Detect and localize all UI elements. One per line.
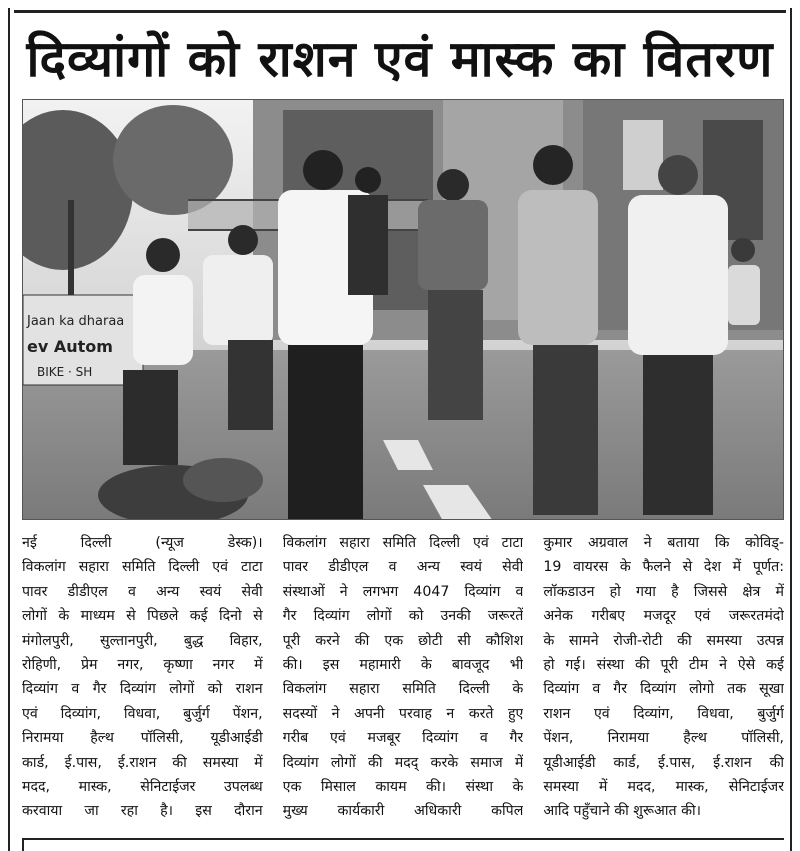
- text-line: रोहिणी, प्रेम नगर, कृष्णा नगर में: [22, 657, 263, 674]
- text-column-1: [22, 531, 263, 831]
- text-column-3: [543, 531, 784, 831]
- text-line: 19 वायरस के फैलने से देश में पूर्णत:: [543, 559, 785, 576]
- text-line: मदद, मास्क, सेनिटाईजर उपलब्ध: [22, 779, 263, 796]
- text-line: की। इस महामारी के बावजूद भी: [282, 657, 524, 674]
- text-line: विकलांग सहारा समिति दिल्ली के: [282, 681, 524, 698]
- text-column-2: [283, 531, 524, 831]
- headline: दिव्यांगों को राशन एवं मास्क का वितरण: [26, 30, 774, 88]
- text-line: पावर डीडीएल व अन्य स्वयं सेवी: [22, 583, 263, 600]
- text-line: निरामया हैल्थ पॉलिसी, यूडीआईडी: [22, 730, 263, 747]
- text-line: दिव्यांग व गैर दिव्यांग लोगों को राशन: [22, 681, 263, 698]
- text-line: पेंशन, निरामया हैल्थ पॉलिसी,: [543, 730, 785, 747]
- text-line: विकलांग सहारा समिति दिल्ली एवं टाटा: [282, 535, 524, 551]
- text-line: नई दिल्ली (न्यूज डेस्क)।: [22, 535, 263, 551]
- text-line: पूरी करने की एक छोटी सी कौशिश: [282, 632, 524, 649]
- text-line: दिव्यांग व गैर दिव्यांग लोगो तक सूखा: [543, 681, 785, 698]
- text-line: एवं दिव्यांग, विधवा, बुर्जुर्ग पेंशन,: [22, 705, 263, 722]
- text-line: आदि पहुँचाने की शुरूआत की।: [543, 803, 702, 820]
- text-line: हो गई। संस्था की पूरी टीम ने ऐसे कई: [543, 657, 785, 674]
- text-line: सदस्यों ने अपनी परवाह न करते हुए: [282, 705, 524, 722]
- sign-left-text: Jaan ka dharaa: [27, 314, 125, 329]
- text-line: गैर दिव्यांग लोगों को उनकी जरूरतें: [282, 608, 524, 625]
- text-line: के सामने रोजी-रोटी की समस्या उत्पन्न: [543, 632, 785, 649]
- text-line: एक मिसाल कायम की। संस्था के: [282, 779, 524, 796]
- text-line: पावर डीडीएल व अन्य स्वयं सेवी: [282, 559, 524, 576]
- bottom-rule: [22, 838, 784, 851]
- text-line: अनेक गरीबए मजदूर एवं जरूरतमंदो: [543, 608, 785, 625]
- text-line: मंगोलपुरी, सुल्तानपुरी, बुद्ध विहार,: [22, 632, 263, 649]
- news-photo: [22, 99, 784, 520]
- text-line: विकलांग सहारा समिति दिल्ली एवं टाटा: [22, 559, 263, 576]
- text-line: दिव्यांग लोगों की मदद् करके समाज में: [282, 754, 524, 771]
- article-body: [22, 531, 784, 831]
- text-line: मुख्य कार्यकारी अधिकारी कपिल: [282, 803, 524, 820]
- sign-brand-text: ev Autom: [27, 337, 113, 356]
- text-line: लोगों के माध्यम से पिछले कई दिनो से: [22, 608, 263, 625]
- text-line: संस्थाओं ने लगभग 4047 दिव्यांग व: [282, 583, 524, 600]
- text-line: कुमार अग्रवाल ने बताया कि कोविड्-: [543, 535, 785, 551]
- text-line: करवाया जा रहा है। इस दौरान: [22, 803, 263, 820]
- text-line: कार्ड, ई.पास, ई.राशन की समस्या में: [22, 754, 263, 771]
- text-line: लॉकडाउन हो गया है जिससे क्षेत्र में: [543, 583, 785, 600]
- text-line: यूडीआईडी कार्ड, ई.पास, ई.राशन की: [543, 754, 785, 771]
- text-line: राशन एवं दिव्यांग, विधवा, बुर्जुर्ग: [543, 705, 785, 722]
- text-line: समस्या में मदद, मास्क, सेनिटाईजर: [543, 779, 785, 796]
- sign-sub-text: BIKE · SH: [37, 365, 93, 379]
- top-rule: [14, 10, 786, 13]
- text-line: गरीब एवं मजबूर दिव्यांग व गैर: [282, 730, 524, 747]
